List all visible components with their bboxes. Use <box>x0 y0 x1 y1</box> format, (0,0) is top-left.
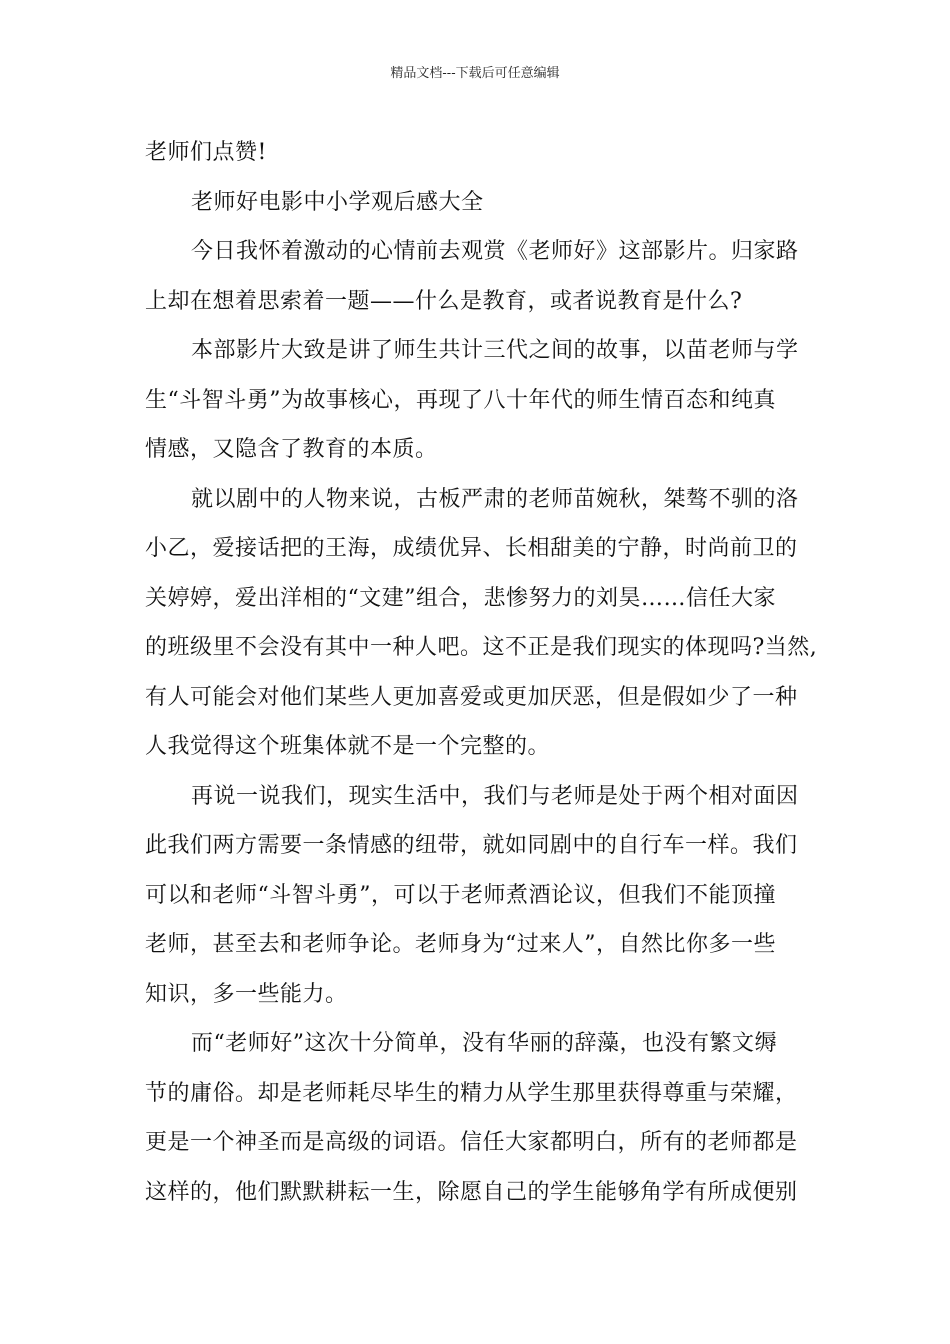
text-line: 可以和老师“斗智斗勇”，可以于老师煮酒论议，但我们不能顶撞 <box>145 882 776 908</box>
text-line: 情感，又隐含了教育的本质。 <box>145 437 438 462</box>
text-line: 小乙，爱接话把的王海，成绩优异、长相甜美的宁静，时尚前卫的 <box>145 536 798 561</box>
document-body <box>145 128 817 1217</box>
text-line: 生“斗智斗勇”为故事核心，再现了八十年代的师生情百态和纯真 <box>145 387 776 413</box>
text-line: 而“老师好”这次十分简单，没有华丽的辞藻，也没有繁文缛 <box>191 1031 777 1056</box>
text-line: 上却在想着思索着一题——什么是教育，或者说教育是什么? <box>145 288 743 314</box>
page-header: 精品文档---下载后可任意编辑 <box>390 66 560 81</box>
text-line: 再说一说我们，现实生活中，我们与老师是处于两个相对面因 <box>191 783 799 809</box>
text-line: 人我觉得这个班集体就不是一个完整的。 <box>145 734 551 759</box>
text-line: 的班级里不会没有其中一种人吧。这不正是我们现实的体现吗?当然, <box>145 635 818 660</box>
text-line: 今日我怀着激动的心情前去观赏《老师好》这部影片。归家路 <box>191 239 799 264</box>
text-line: 关婷婷，爱出洋相的“文建”组合，悲惨努力的刘昊……信任大家 <box>145 585 776 611</box>
text-line: 就以剧中的人物来说，古板严肃的老师苗婉秋，桀骜不驯的洛 <box>191 486 799 512</box>
section-title: 老师好电影中小学观后感大全 <box>191 189 484 215</box>
text-line: 本部影片大致是讲了师生共计三代之间的故事，以苗老师与学 <box>191 338 799 363</box>
text-line: 老师们点赞! <box>145 140 267 165</box>
text-line: 这样的，他们默默耕耘一生，除愿自己的学生能够角学有所成便别 <box>145 1179 798 1205</box>
text-line: 有人可能会对他们某些人更加喜爱或更加厌恶，但是假如少了一种 <box>145 684 798 710</box>
text-line: 知识，多一些能力。 <box>145 981 348 1007</box>
text-line: 更是一个神圣而是高级的词语。信任大家都明白，所有的老师都是 <box>145 1130 798 1155</box>
text-line: 节的庸俗。却是老师耗尽毕生的精力从学生那里获得尊重与荣耀， <box>145 1080 798 1106</box>
text-line: 老师，甚至去和老师争论。老师身为“过来人”，自然比你多一些 <box>145 932 776 957</box>
text-line: 此我们两方需要一条情感的纽带，就如同剧中的自行车一样。我们 <box>145 833 798 858</box>
